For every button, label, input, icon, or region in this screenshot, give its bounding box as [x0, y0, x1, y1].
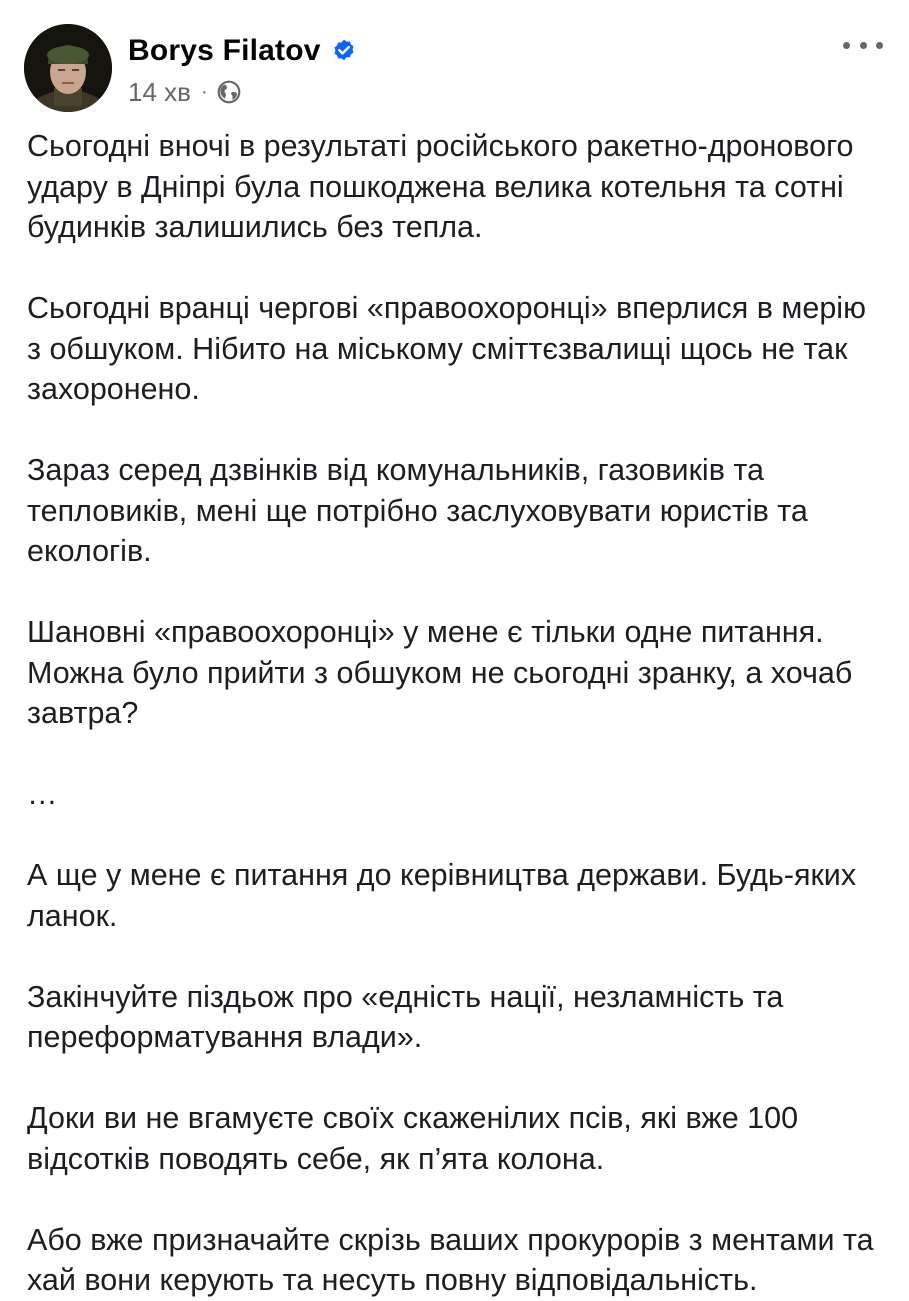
globe-icon[interactable]	[216, 79, 242, 105]
post-paragraph: Закінчуйте піздьож про «едність нації, незламність та переформатування влади».	[27, 979, 784, 1054]
post-paragraph: Зараз серед дзвінків від комунальників, газовиків та тепловиків, мені ще потрібно заслуховувати юристів та екологів.	[27, 453, 808, 568]
post-header	[24, 24, 885, 114]
post-paragraph: Доки ви не вгамуєте своїх скаженілих псів, які вже 100 відсотків поводять себе, як п’ята колона.	[27, 1101, 799, 1176]
more-dot	[860, 42, 867, 49]
avatar-photo	[24, 24, 112, 112]
more-dot	[843, 42, 850, 49]
author-row	[128, 32, 357, 70]
meta-separator: ·	[200, 80, 208, 103]
post-paragraph: А ще у мене є питання до керівництва держави. Будь-яких ланок.	[27, 858, 857, 933]
post-paragraph: …	[27, 777, 58, 811]
post-paragraph: Сьогодні вранці чергові «правоохоронці» вперлися в мерію з обшуком. Нібито на міському сміттєзвалищі щось не так захоронено.	[27, 291, 866, 406]
author-name[interactable]: Borys Filatov	[128, 34, 321, 67]
post-time[interactable]: 14 хв	[128, 76, 191, 107]
more-dot	[876, 42, 883, 49]
post-paragraph: Або вже призначайте скрізь ваших прокурорів з ментами та хай вони керують та несуть повну відповідальність.	[27, 1222, 874, 1297]
verified-badge-icon	[331, 38, 357, 64]
author-block	[128, 32, 357, 108]
author-avatar[interactable]	[24, 24, 112, 112]
post-text	[27, 126, 877, 1301]
more-options-icon[interactable]	[843, 30, 883, 60]
post-paragraph: Сьогодні вночі в результаті російського ракетно-дронового удару в Дніпрі була пошкоджена велика котельня та сотні будинків залишились без тепла.	[27, 129, 854, 244]
post-meta	[128, 76, 357, 108]
post-paragraph: Шановні «правоохоронці» у мене є тільки одне питання. Можна було прийти з обшуком не сьогодні зранку, а хочаб завтра?	[27, 615, 853, 730]
